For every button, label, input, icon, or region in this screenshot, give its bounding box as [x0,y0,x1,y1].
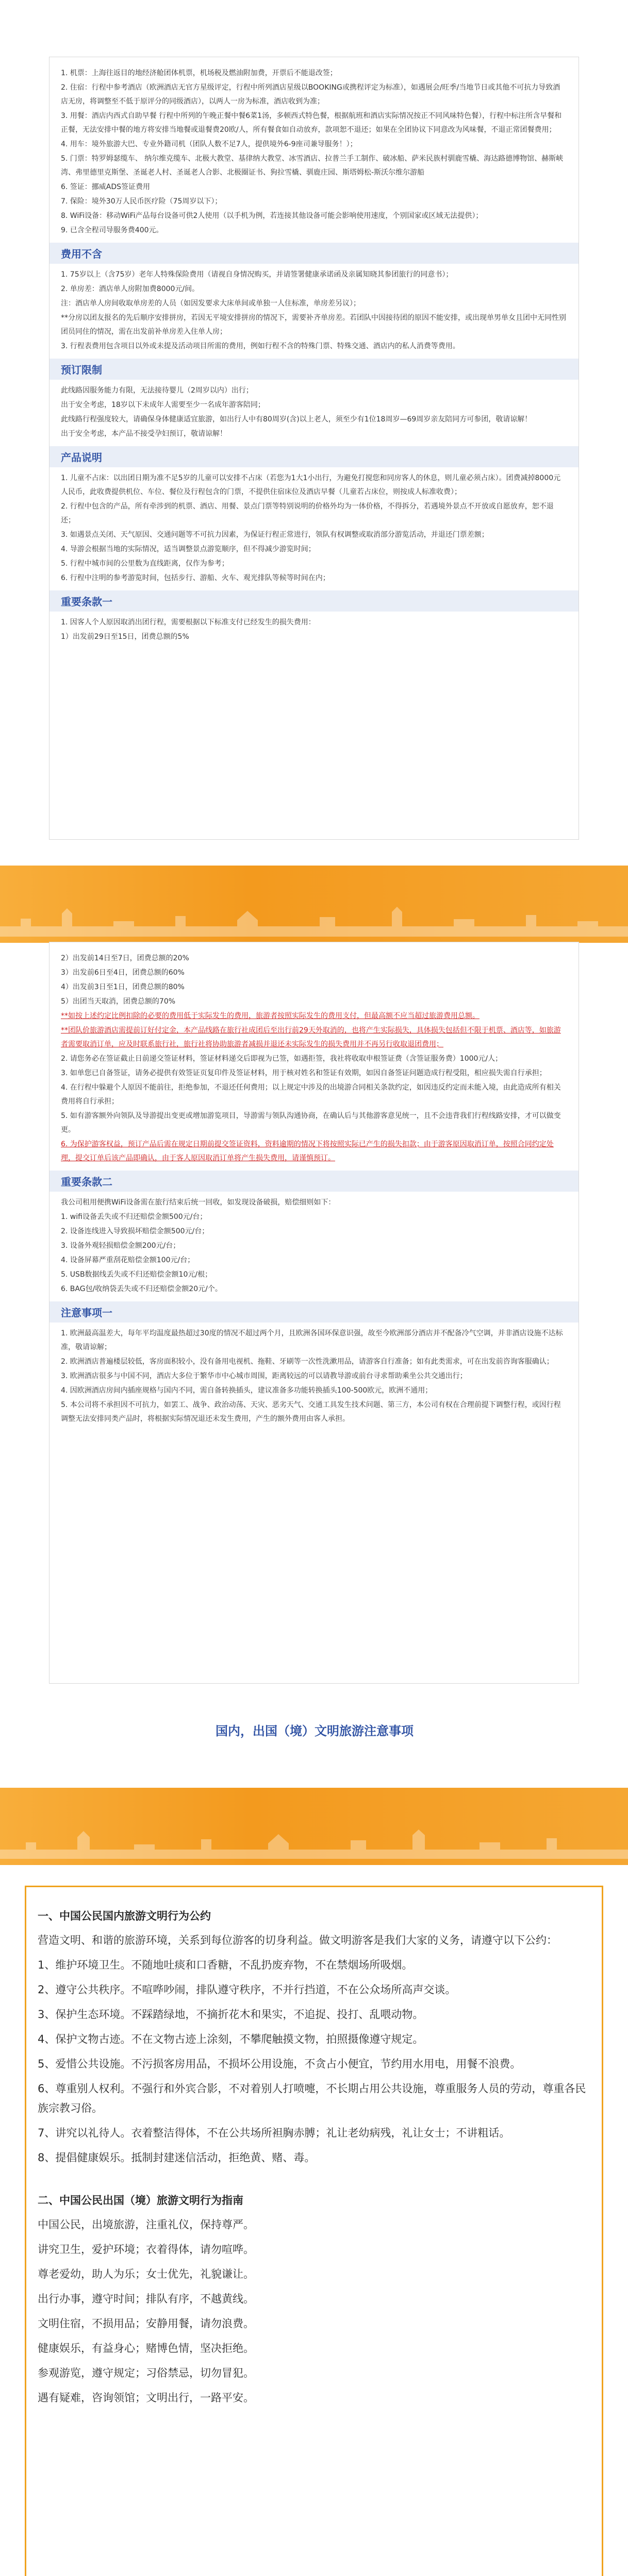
include-item: 5. 门票：特罗姆瑟缆车、 纳尔维克缆车、北极大教堂、基律纳大教堂、冰雪酒店、拉普兰手工制作、破冰船、萨米民族村驯鹿雪橇、海达路德博物馆、赫斯峡湾、弗里德里克斯堡、圣诞老人村、圣诞老人合影、北极圈证书、狗拉雪橇、驯鹿庄园、斯塔姆松-斯沃尔维尔游船 [61,155,564,177]
terms1-item: 1. 因客人个人原因取消出团行程，需要根据以下标准支付已经发生的损失费用： [61,618,316,626]
civility-header-title: 国内，出国（境）文明旅游注意事项 [216,1724,414,1738]
cancel-rate-item: 2）出发前14日至7日，团费总额的20% [61,954,189,962]
product-item: 5. 行程中城市间的公里数为直线距离，仅作为参考； [61,560,229,568]
domestic-item: 7、讲究以礼待人。衣着整洁得体，不在公共场所袒胸赤膊；礼让老幼病残，礼让女士；不讲粗话。 [38,2127,510,2139]
skyline-icon [0,906,628,937]
terms2-item: 我公司租用便携WiFi设备需在旅行结束后统一回收，如发现设备破损，赔偿细则如下： [61,1198,336,1207]
include-item: 1. 机票：上海往返目的地经济舱团体机票，机场税及燃油附加费，开票后不能退改签； [61,69,337,77]
domestic-item: 1、维护环境卫生。不随地吐痰和口香糖，不乱扔废弃物，不在禁烟场所吸烟。 [38,1959,413,1971]
product-item: 6. 行程中注明的参考游览时间，包括步行、游船、火车、观光排队等候等时间在内； [61,574,330,582]
domestic-intro: 营造文明、和谐的旅游环境，关系到每位游客的切身利益。做文明游客是我们大家的义务，请遵守以下公约： [38,1934,557,1946]
exclude-item: 注：酒店单人房间收取单房差的人员（如因发要求大床单间或单独一人住标准，单房差另议）； [61,299,360,308]
notice-item: 4. 因欧洲酒店房间内插座规格与国内不同，需自备转换插头，建议准备多功能转换插头100-500欧元，欧洲不通用； [61,1386,433,1395]
fee-panel-1 [49,57,579,840]
domestic-item: 5、爱惜公共设施。不污损客房用品，不损坏公用设施，不贪占小便宜，节约用水用电，用餐不浪费。 [38,2058,521,2070]
outbound-item: 尊老爱幼，助人为乐；女士优先，礼貌谦让。 [38,2268,254,2280]
notice-item: 1. 欧洲最高温差大，每年平均温度最热超过30度的情况不超过两个月，且欧洲各国环保意识强，故至今欧洲部分酒店并不配备冷气空调，并非酒店设施不达标准，敬请谅解； [61,1329,563,1351]
product-item: 1. 儿童不占床：以出团日期为准不足5岁的儿童可以安排不占床（若您为1大1小出行，为避免打搅您和同房客人的休息，则儿童必须占床）。团费减掉8000元人民币，此收费提供机位、车位、餐位及行程包含的门票，不提供住宿床位及酒店早餐（儿童若占床位，则按成人标准收费）； [61,474,561,496]
include-item: 7. 保险：境外30万人民币医疗险（75周岁以下）； [61,197,222,206]
terms2-item: 1. wifi设备丢失或不归还赔偿金额500元/台； [61,1213,207,1221]
include-list [61,66,567,238]
booking-item: 出于安全考虑，18岁以下未成年人需要至少一名成年游客陪同； [61,401,265,409]
terms-item: 3. 如单您已自备签证，请务必提供有效签证页复印件及签证材料，用于核对姓名和签证有效期，如因自备签证问题造成行程受阻，相应损失需自行承担； [61,1069,547,1077]
section-title-exclude: 费用不含 [49,243,579,264]
exclude-item: 2. 单房差：酒店单人房附加费8000元/间。 [61,285,200,293]
notice-item: 3. 欧洲酒店很多与中国不同，酒店大多位于繁华市中心城市周围，距离较远的可以请教导游或前台寻求帮助乘坐公共交通出行； [61,1372,467,1380]
outbound-item: 遇有疑难，咨询领馆；文明出行，一路平安。 [38,2392,254,2404]
outbound-item: 健康娱乐，有益身心；赌博色情，坚决拒绝。 [38,2342,254,2354]
cancel-rate-item: 3）出发前6日至4日，团费总额的60% [61,969,185,977]
decorative-skyline-band [0,1788,628,1865]
include-item: 9. 已含全程司导服务费400元。 [61,226,163,234]
terms2-item: 3. 设备外观轻损赔偿金额200元/台； [61,1242,180,1250]
cancel-rate-item: 4）出发前3日至1日，团费总额的80% [61,983,185,991]
civility-header [165,1713,464,1749]
outbound-item: 出行办事，遵守时间；排队有序，不越黄线。 [38,2293,254,2305]
include-item: 2. 住宿：行程中参考酒店（欧洲酒店无官方星级评定，行程中所列酒店星级以BOOKING或携程评定为标准），如遇展会/旺季/当地节日或其他不可抗力导致酒店无房，将调整至不低于原评分的同级酒店），以两人一房为标准，酒店收到为准； [61,83,560,106]
exclude-item: 3. 行程表费用包含项目以外或未提及活动项目所需的费用，例如行程不含的特殊门票、特殊交通、酒店内的私人消费等费用。 [61,342,460,350]
include-item: 8. WiFi设备：移动WiFi产品每台设备可供2人使用（以手机为例，若连接其他设备可能会影响使用速度，个别国家或区域无法提供）； [61,212,483,220]
product-item: 2. 行程中包含的产品，所有牵涉到的机票、酒店、用餐、景点门票等特别说明的价格外均为一体价格，不得拆分，若遇境外景点不开放或自愿放弃，恕不退还； [61,502,554,524]
product-item: 4. 导游会根据当地的实际情况，适当调整景点游览顺序，但不得减少游览时间； [61,545,316,553]
domestic-item: 4、保护文物古迹。不在文物古迹上涂刻，不攀爬触摸文物，拍照摄像遵守规定。 [38,2033,424,2045]
notice-item: 5. 本公司将不承担因不可抗力，如罢工、战争、政治动荡、天灾、恶劣天气、交通工具发生技术问题、第三方，本公司有权在合理前提下调整行程，或因行程调整无法安排同类产品时，将根据实际情况退还未发生费用，产生的额外费用由客人承担。 [61,1401,561,1423]
outbound-item: 讲究卫生，爱护环境；衣着得体，请勿喧哗。 [38,2243,254,2256]
section-title-notice1: 注意事项一 [49,1301,579,1323]
product-item: 3. 如遇景点关闭、天气原因、交通问题等不可抗力因素，为保证行程正常进行，领队有权调整或取消部分游览活动，并退还门票差额； [61,531,489,539]
spacer [38,2173,590,2187]
include-item: 3. 用餐：酒店内西式自助早餐 行程中所列的午晚正餐中餐6菜1汤，多顿西式特色餐，根据航班和酒店实际情况按正不同风味特色餐），行程中标注所含早餐和正餐，无法安排中餐的地方将安排当地餐或退餐费20欧/人，所有餐食如自动放弃，款项恕不退还；如果在全团协议下同意改为风味餐，不退正常团餐费用； [61,112,562,134]
terms-item: 5. 如有游客额外向领队及导游提出变更或增加游览项目，导游需与领队沟通协商，在确认后与其他游客意见统一，且不会违背我们行程线路安排，才可以做变更。 [61,1112,561,1134]
domestic-heading: 一、中国公民国内旅游文明行为公约 [38,1910,211,1922]
terms2-item: 4. 设备屏幕严重刮花赔偿金额100元/台； [61,1256,195,1264]
domestic-item: 8、提倡健康娱乐。抵制封建迷信活动，拒绝黄、赌、毒。 [38,2151,316,2164]
skyline-icon [0,1828,628,1859]
exclude-item: **分房以团友报名的先后顺序安排拼房，若因无平境安排拼房的情况下，需要补齐单房差。若团队中因接待团的原因不能安排，或出现单男单女且团中无同性别团员同住的情况，需在出发前补单房差入住单人房； [61,314,566,336]
fee-panel-2 [49,942,579,1684]
domestic-item: 6、尊重别人权利。不强行和外宾合影，不对着别人打喷嚏，不长期占用公共设施，尊重服务人员的劳动，尊重各民族宗教习俗。 [38,2082,586,2114]
outbound-heading: 二、中国公民出国（境）旅游文明行为指南 [38,2194,243,2207]
outbound-item: 参观游览，遵守规定；习俗禁忌，切勿冒犯。 [38,2367,254,2379]
domestic-item: 3、保护生态环境。不踩踏绿地，不摘折花木和果实，不追捉、投打、乱喂动物。 [38,2008,424,2021]
exclude-item: 1. 75岁以上（含75岁）老年人特殊保险费用（请视自身情况购买，并请签署健康承诺函及亲属知晓其参团旅行的同意书）； [61,270,453,279]
section-title-terms2: 重要条款二 [49,1171,579,1192]
civility-panel [25,1886,603,2576]
outbound-item: 中国公民，出境旅游，注重礼仪，保持尊严。 [38,2218,254,2231]
domestic-item: 2、遵守公共秩序。不喧哗吵闹，排队遵守秩序，不并行挡道，不在公众场所高声交谈。 [38,1984,456,1996]
include-item: 6. 签证：挪威ADS签证费用 [61,183,151,191]
include-item: 4. 用车：境外旅游大巴、专业外籍司机（团队人数不足7人，提供境外6-9座司兼导服务！）； [61,140,357,148]
terms2-item: 2. 设备连线进入导致损坏赔偿金额500元/台； [61,1227,209,1235]
booking-item: 出于安全考虑，本产品不接受孕妇预订，敬请谅解！ [61,430,227,438]
cancel-rate-item: 5）出团当天取消，团费总额的70% [61,997,176,1006]
outbound-item: 文明住宿，不损用品；安静用餐，请勿浪费。 [38,2317,254,2330]
terms2-item: 6. BAG包/收纳袋丢失或不归还赔偿金额20元/个。 [61,1285,222,1293]
warning-note: **如按上述约定比例扣除的必要的费用低于实际发生的费用，旅游者按照实际发生的费用支付，但最高额不应当超过旅游费用总额。 [61,1012,480,1020]
warning-note: **团队价旅游酒店需提前订好付定金，本产品线路在旅行社成团后至出行前29天外取消的，也将产生实际损失，具体损失包括但不限于机票、酒店等，如旅游者需要取消订单，应及时联系旅行社，旅行社将协助旅游者减损并退还未实际发生的损失费用并不再另行收取退团费用； [61,1026,561,1048]
warning-note: 6. 为保护游客权益，预订产品后需在规定日期前提交签证资料，资料逾期的情况下将按照实际已产生的损失扣款；由于游客原因取消订单，按照合同约定处理，提交订单后该产品即确认，由于客人原因取消订单将产生损失费用，请谨慎预订。 [61,1140,554,1162]
terms1-item: 1）出发前29日至15日，团费总额的5% [61,633,189,641]
terms2-item: 5. USB数据线丢失或不归还赔偿金额10元/根； [61,1270,212,1279]
section-title-terms1: 重要条款一 [49,590,579,612]
decorative-skyline-band [0,866,628,943]
notice-item: 2. 欧洲酒店普遍楼层较低，客房面积较小，没有备用电视机、拖鞋、牙刷等一次性洗漱用品，请游客自行准备；如有此类需求，可在出发前咨询客服确认； [61,1358,554,1366]
section-title-product: 产品说明 [49,446,579,467]
booking-item: 此线路因服务能力有限，无法接待婴儿（2周岁以内）出行； [61,386,253,395]
section-title-booking: 预订限制 [49,359,579,380]
terms-item: 4. 在行程中躲避个人原因不能前往，拒绝参加，不退还任何费用；以上规定中涉及的出境游合同相关条款约定，如因违反约定而未能入境，由此造成所有相关费用将自行承担； [61,1083,561,1106]
terms-item: 2. 请您务必在签证截止日前递交签证材料，签证材料递交后即视为已签，如遇拒签，我社将收取申根签证费（含签证服务费）1000元/人； [61,1055,503,1063]
booking-item: 此线路行程强度较大，请确保身体健康适宜旅游，如出行人中有80周岁(含)以上老人，须至少有1位18周岁—69周岁亲友陪同方可参团，敬请谅解！ [61,415,532,423]
